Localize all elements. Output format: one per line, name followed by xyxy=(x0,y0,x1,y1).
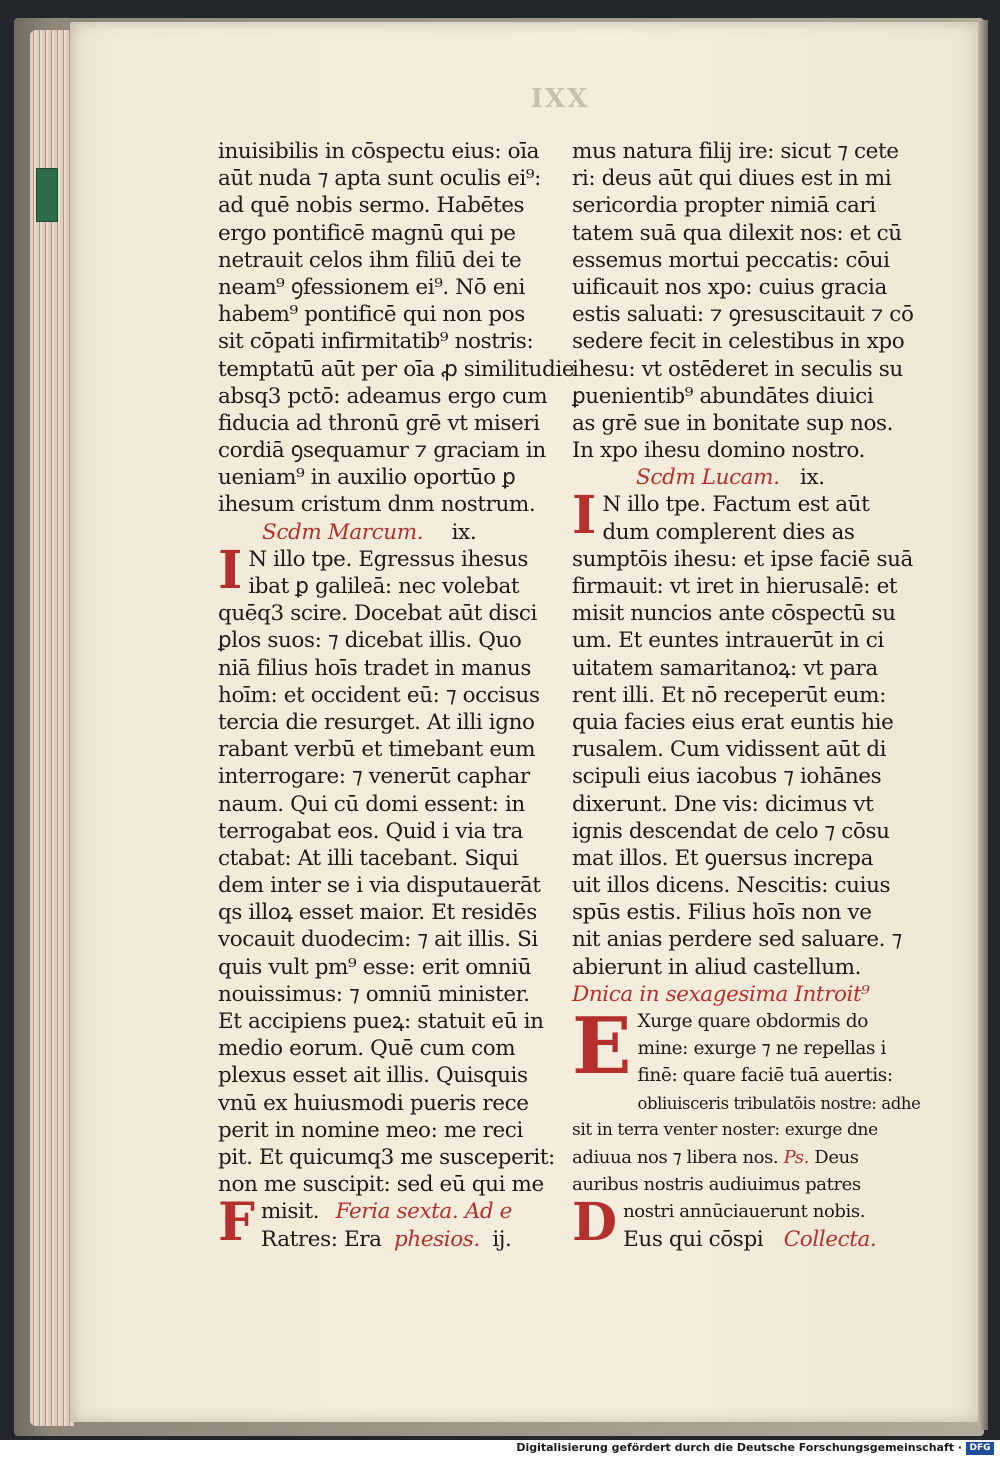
collect-block xyxy=(572,1192,906,1254)
text-line: um. Et euntes intrauerūt in ci xyxy=(572,628,884,654)
rubric-text: phesios. xyxy=(394,1226,480,1252)
text-line: interrogare: ⁊ venerūt caphar xyxy=(218,764,530,790)
text-line: medio eorum. Quē cum com xyxy=(218,1036,516,1062)
text-line: ri: deus aūt qui diues est in mi xyxy=(572,166,892,192)
text-line: ihesum cristum dnm nostrum. xyxy=(218,492,536,518)
text-line: quis vult pm⁹ esse: erit omniū xyxy=(218,954,532,980)
text-line: rabant verbū et timebant eum xyxy=(218,737,536,763)
text-line xyxy=(218,1226,552,1253)
text-line: quia facies eius erat euntis hie xyxy=(572,709,894,735)
text-line: sumptōis ihesu: et ipse faciē suā xyxy=(572,546,913,572)
text-line: vnū ex huiusmodi pueris rece xyxy=(218,1090,529,1116)
text-line: abierunt in aliud castellum. xyxy=(572,954,862,980)
text-line: sit cōpati infirmitatib⁹ nostris: xyxy=(218,329,534,355)
left-column xyxy=(218,138,575,1254)
text-line: ihesu: vt ostēderet in seculis su xyxy=(572,356,903,382)
text-line: In xpo ihesu domino nostro. xyxy=(572,438,865,464)
bookmark-tab xyxy=(36,168,58,222)
text-line: finē: quare faciē tuā auertis: xyxy=(637,1065,893,1087)
text-line: ergo pontificē magnū qui pe xyxy=(218,220,516,246)
lection-block xyxy=(218,1192,552,1254)
chapter-number: ij. xyxy=(492,1226,512,1252)
text-line: rusalem. Cum vidissent aūt di xyxy=(572,737,887,763)
text-line: fiducia ad thronū grē vt miseri xyxy=(218,410,540,436)
text-line: terrogabat eos. Quid i via tra xyxy=(218,818,523,844)
folio-number: IXX xyxy=(530,84,590,114)
text-line: tercia die resurget. At illi igno xyxy=(218,709,535,735)
text-line: obliuisceris tribulatōis nostre: adhe xyxy=(637,1093,921,1113)
text-line: firmauit: vt iret in hierusalē: et xyxy=(572,574,898,599)
introit-block xyxy=(572,1001,906,1092)
text-line: nouissimus: ⁊ omniū minister. xyxy=(218,981,530,1007)
text-line: dixerunt. Dne vis: dicimus vt xyxy=(572,791,874,817)
text-line: cordiā ꝯsequamur ⁊ graciam in xyxy=(218,438,546,464)
text-line: hoīm: et occident eū: ⁊ occisus xyxy=(218,682,540,708)
text-line: estis saluati: ⁊ ꝯresuscitauit ⁊ cō xyxy=(572,302,914,328)
text-line: ad quē nobis sermo. Habētes xyxy=(218,193,525,219)
text-line: perit in nomine meo: me reci xyxy=(218,1117,523,1143)
text-line: scipuli eius iacobus ⁊ iohānes xyxy=(572,764,882,790)
dfg-logo: DFG xyxy=(966,1442,994,1455)
text-line: nostri annūciauerunt nobis. xyxy=(623,1201,866,1223)
book-gutter xyxy=(978,20,988,1430)
lection-block xyxy=(572,485,906,547)
text-line: mine: exurge ⁊ ne repellas i xyxy=(637,1038,887,1060)
text-line: Xurge quare obdormis do xyxy=(637,1011,868,1032)
text-line: N illo tpe. Egressus ihesus xyxy=(248,546,528,572)
text-line: dum complerent dies as xyxy=(602,519,855,545)
text-line: ꝑuenientib⁹ abundātes diuici xyxy=(572,383,874,409)
text-line: essemus mortui peccatis: cōui xyxy=(572,247,890,273)
rubric-heading xyxy=(572,464,906,491)
lection-block xyxy=(218,539,552,601)
text-line: ignis descendat de celo ⁊ cōsu xyxy=(572,818,890,844)
text-line: plexus esset ait illis. Quisquis xyxy=(218,1063,528,1089)
text-line: neam⁹ ꝯfessionem ei⁹. Nō eni xyxy=(218,274,525,300)
text-line xyxy=(572,1226,906,1253)
funding-credit: Digitalisierung gefördert durch die Deutsche Forschungsgemeinschaft · xyxy=(516,1441,962,1454)
text-line: quēq3 scire. Docebat aūt disci xyxy=(218,601,537,627)
text-line: ctabat: At illi tacebant. Siqui xyxy=(218,845,519,871)
text-line: mus natura filij ire: sicut ⁊ cete xyxy=(572,139,899,164)
footer-bar xyxy=(0,1440,1000,1457)
text-line: sit in terra venter noster: exurge dne xyxy=(572,1119,878,1140)
text-line: non me suscipit: sed eū qui me xyxy=(218,1172,544,1198)
red-initial: I xyxy=(218,539,243,601)
chapter-number: ix. xyxy=(451,519,477,545)
collecta-rubric: Collecta. xyxy=(783,1226,877,1252)
text-line: niā filius hoīs tradet in manus xyxy=(218,655,531,681)
red-initial: F xyxy=(218,1192,255,1254)
right-column xyxy=(572,138,921,1254)
text-line: netrauit celos ihm filiū dei te xyxy=(218,247,522,273)
text-line: uificauit nos xpo: cuius gracia xyxy=(572,274,887,300)
text-line: qs illoꝝ esset maior. Et residēs xyxy=(218,900,537,926)
red-initial: D xyxy=(572,1192,618,1254)
red-initial: I xyxy=(572,485,597,547)
red-initial: E xyxy=(572,1001,632,1092)
line-text: Eus qui cōspi xyxy=(623,1226,764,1252)
chapter-number: ix. xyxy=(800,465,825,491)
text-line: nit anias perdere sed saluare. ⁊ xyxy=(572,927,902,953)
rubric-text: Feria sexta. Ad e xyxy=(335,1199,512,1225)
text-line xyxy=(572,1144,906,1171)
text-line: auribus nostris audiuimus patres xyxy=(572,1174,861,1196)
text-line: as grē sue in bonitate sup nos. xyxy=(572,410,894,436)
text-line: sericordia propter nimiā cari xyxy=(572,193,876,219)
text-line: dem inter se i via disputauerāt xyxy=(218,873,541,899)
line-text: misit. xyxy=(260,1199,320,1225)
line-text: Ratres: Era xyxy=(260,1226,382,1252)
text-line: tatem suā qua dilexit nos: et cū xyxy=(572,220,902,246)
text-line: inuisibilis in cōspectu eius: oīa xyxy=(218,139,540,164)
text-line: habem⁹ pontificē qui non pos xyxy=(218,302,525,328)
line-text: adiuua nos ⁊ libera nos. xyxy=(572,1146,779,1168)
page-edges xyxy=(30,30,74,1426)
text-line: ueniam⁹ in auxilio oportūo ꝑ xyxy=(218,465,516,491)
text-line: misit nuncios ante cōspectū su xyxy=(572,601,896,627)
text-line: Et accipiens pueꝝ: statuit eū in xyxy=(218,1009,544,1034)
text-line: sedere fecit in celestibus in xpo xyxy=(572,329,905,355)
text-line: uit illos dicens. Nescitis: cuius xyxy=(572,873,891,899)
text-line: aūt nuda ⁊ apta sunt oculis ei⁹: xyxy=(218,166,541,192)
text-line: temptatū aūt per oīa ꝓ similitudie xyxy=(218,356,575,382)
text-line: pit. Et quicumq3 me susceperit: xyxy=(218,1144,555,1170)
text-line: spūs estis. Filius hoīs non ve xyxy=(572,900,872,926)
text-line: mat illos. Et ꝯuersus increpa xyxy=(572,845,874,871)
text-line: vocauit duodecim: ⁊ ait illis. Si xyxy=(218,927,538,953)
text-line: uitatem samaritanoꝝ: vt para xyxy=(572,655,878,681)
text-line xyxy=(218,1198,552,1225)
rubric-text: Scdm Marcum. xyxy=(262,519,424,545)
rubric-text: Scdm Lucam. xyxy=(636,465,780,491)
text-line: absq3 pctō: adeamus ergo cum xyxy=(218,383,548,409)
text-line: rent illi. Et nō receperūt eum: xyxy=(572,682,886,708)
line-text: Deus xyxy=(814,1146,859,1168)
text-line: naum. Qui cū domi essent: in xyxy=(218,791,525,817)
rubric-heading xyxy=(218,519,552,546)
text-line: ꝑlos suos: ⁊ dicebat illis. Quo xyxy=(218,628,522,654)
text-line: N illo tpe. Factum est aūt xyxy=(602,492,870,518)
psalm-rubric: Ps. xyxy=(783,1146,809,1168)
introit-rubric: Dnica in sexagesima Introit⁹ xyxy=(572,981,870,1007)
text-line: ibat ꝑ galileā: nec volebat xyxy=(248,574,520,599)
